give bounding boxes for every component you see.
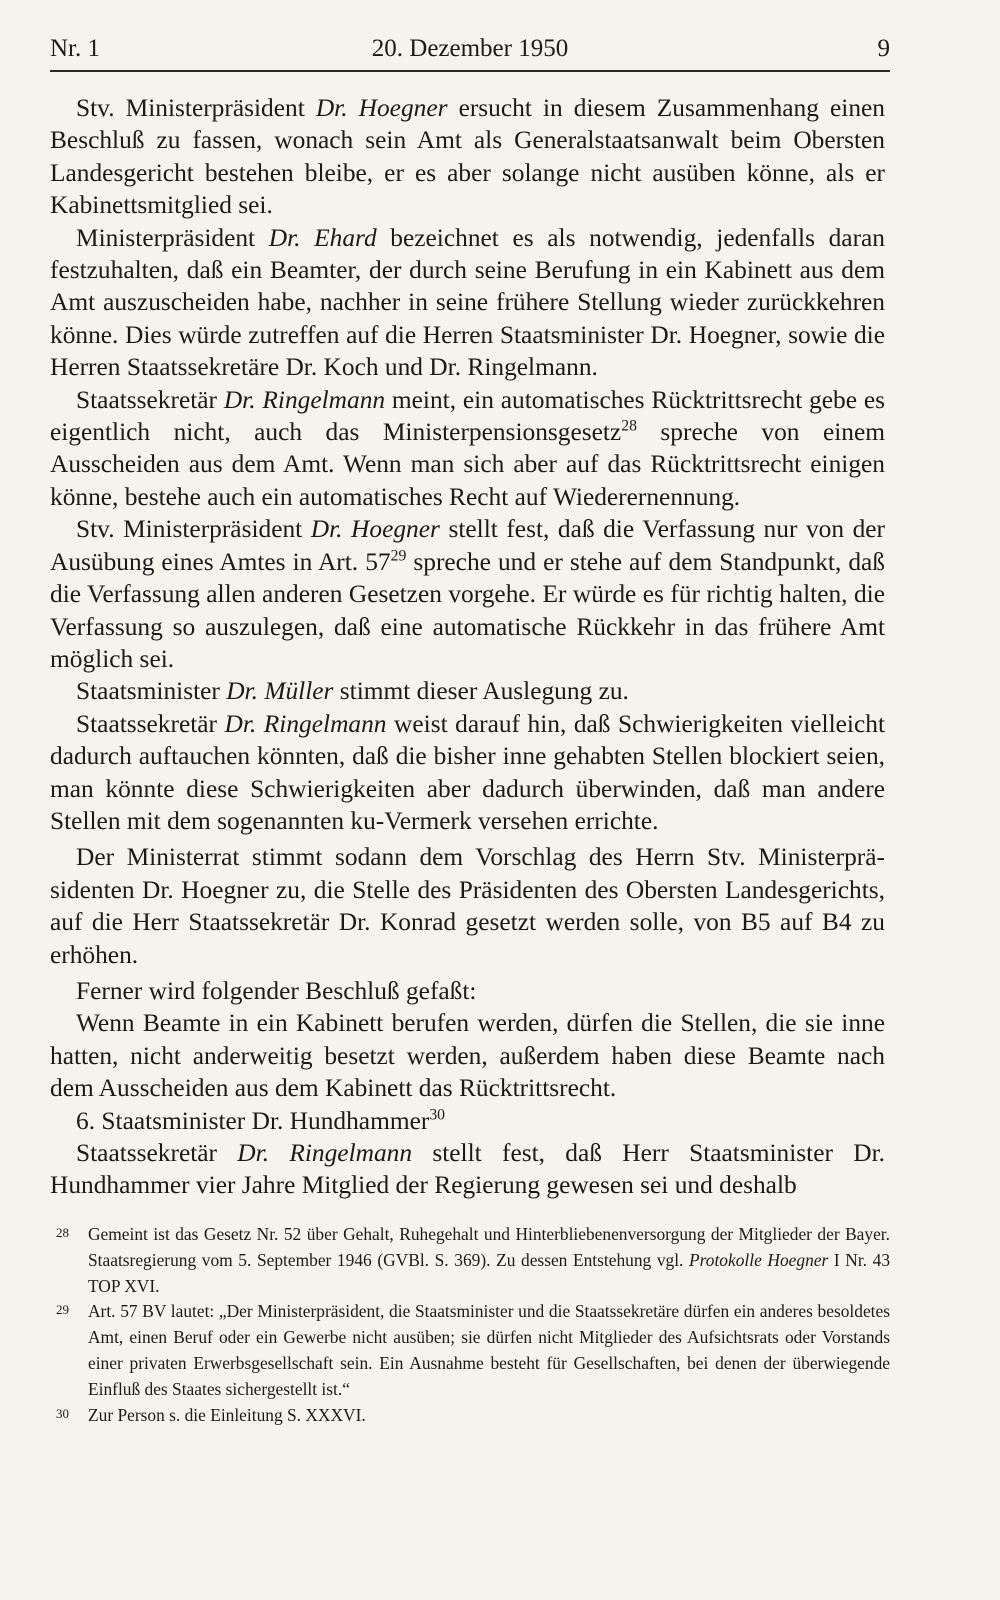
speaker-name: Dr. Ehard bbox=[268, 223, 377, 252]
footnote-ref: 30 bbox=[429, 1106, 446, 1124]
paragraph: Stv. Ministerpräsident Dr. Hoegner ersucht in diesem Zusammenhang einen Beschluß zu fassen, wonach sein Amt als Generalstaatsanwalt beim Obersten Landesgericht bestehen bleibe, er es aber solange nicht ausüben könne, als er Kabinettsmitglied sei. bbox=[50, 94, 886, 220]
main-text bbox=[50, 92, 885, 1202]
paragraph: Staatsminister Dr. Müller stimmt dieser Auslegung zu. bbox=[76, 677, 629, 706]
paragraph: Stv. Ministerpräsident Dr. Hoegner stellt fest, daß die Verfassung nur von der Ausübung eines Amtes in Art. $57^{29}$ spreche und er stehe auf dem Standpunkt, daß die Verfassung allen anderen Gesetzen vorgehe. Er würde es für richtig halten, die Verfassung so auszulegen, daß eine automatische Rückkehr in das frühere Amt möglich sei. bbox=[50, 515, 885, 673]
resolution-text: Wenn Beamte in ein Kabinett berufen werden, dürfen die Stellen, die sie inne hatten, nicht anderweitig besetzt werden, außerdem haben diese Beamte nach dem Ausscheiden aus dem Kabinett das Rücktrittsrecht. bbox=[50, 1009, 885, 1103]
citation-title: Protokolle Hoegner bbox=[689, 1249, 829, 1270]
paragraph: Der Ministerrat stimmt sodann dem Vorschlag des Herrn Stv. Ministerpräsidenten Dr. Hoegner zu, die Stelle des Präsidenten des Obersten Landesgerichts, auf die Herr Staatssekretär Dr. Konrad gesetzt werden solle, von B5 auf B4 zu erhöhen. bbox=[50, 843, 885, 969]
running-header bbox=[50, 28, 890, 72]
footnote-number: 30 bbox=[56, 1405, 69, 1421]
agenda-item: 6. Staatsminister Dr. Hundhammer$^{30}$ bbox=[76, 1106, 446, 1135]
header-date: 20. Dezember 1950 bbox=[371, 35, 569, 62]
speaker-name: Dr. Hoegner bbox=[315, 94, 448, 122]
paragraph: Ministerpräsident Dr. Ehard bezeichnet es als notwendig, jedenfalls daran festzuhalten, daß ein Beamter, der durch seine Berufung in ein Kabinett aus dem Amt auszuscheiden habe, nachher in seine frühere Stellung wieder zurückkehren könne. Dies würde zutreffen auf die Herren Staatsminister Dr. Hoegner, sowie die Herren Staatssekretäre Dr. Koch und Dr. Ringelmann. bbox=[50, 223, 885, 382]
speaker-name: Dr. Ringelmann bbox=[224, 709, 387, 738]
footnote-number: 28 bbox=[56, 1225, 69, 1240]
footnote: 28 Gemeint ist das Gesetz Nr. 52 über Gehalt, Ruhegehalt und Hinterbliebenenversorgung der Mitglieder der Bayer. Staatsregierung vom 5. September 1946 (GVBl. S. 369). Zu dessen Entstehung vgl. Protokolle Hoegner I Nr. 43 TOP XVI. bbox=[56, 1224, 891, 1296]
footnote: 29 Art. 57 BV lautet: „Der Ministerpräsident, die Staatsminister und die Staatssekretäre dürfen ein anderes besoldetes Amt, einen Beruf oder ein Gewerbe nicht ausüben; sie dürfen nicht Mitglieder des Aufsichtsrats oder Vorstands einer privaten Erwerbsgesellschaft sein. Ein Ausnahme besteht für Gesellschaften, bei denen der überwiegende Einfluß des Staates sichergestellt ist.“ bbox=[56, 1301, 890, 1399]
footnote-ref: 29 bbox=[390, 547, 407, 565]
paragraph: Ferner wird folgender Beschluß gefaßt: bbox=[76, 976, 477, 1005]
footnote-ref: 28 bbox=[621, 417, 637, 435]
footnote-number: 29 bbox=[56, 1302, 69, 1318]
paragraph: Staatssekretär Dr. Ringelmann meint, ein automatisches Rücktrittsrecht gebe es eigentlich nicht, auch das Ministerpensionsgesetz$^{28}$ spreche von einem Ausscheiden aus dem Amt. Wenn man sich aber auf das Rücktrittsrecht einigen könne, bestehe auch ein automatisches Recht auf Wiederernennung. bbox=[50, 385, 886, 511]
speaker-name: Dr. Ringelmann bbox=[237, 1139, 413, 1167]
speaker-name: Dr. Hoegner bbox=[310, 515, 440, 544]
speaker-name: Dr. Müller bbox=[226, 677, 334, 706]
issue-number: Nr. 1 bbox=[50, 35, 100, 62]
page-number: 9 bbox=[877, 35, 890, 62]
paragraph: Staatssekretär Dr. Ringelmann weist darauf hin, daß Schwierigkeiten vielleicht dadurch auftauchen könnten, daß die bisher inne gehabten Stellen blockiert seien, man könnte diese Schwierigkeiten aber dadurch überwinden, daß man andere Stellen mit dem sogenannten ku-Vermerk versehen errichte. bbox=[50, 709, 885, 835]
footnotes bbox=[50, 1222, 890, 1428]
paragraph: Staatssekretär Dr. Ringelmann stellt fest, daß Herr Staatsminister Dr. Hundhammer vier Jahre Mitglied der Regierung gewesen sei und deshalb bbox=[50, 1139, 885, 1200]
footnote: 30 Zur Person s. die Einleitung S. XXXVI. bbox=[56, 1404, 366, 1425]
speaker-name: Dr. Ringelmann bbox=[223, 385, 386, 414]
